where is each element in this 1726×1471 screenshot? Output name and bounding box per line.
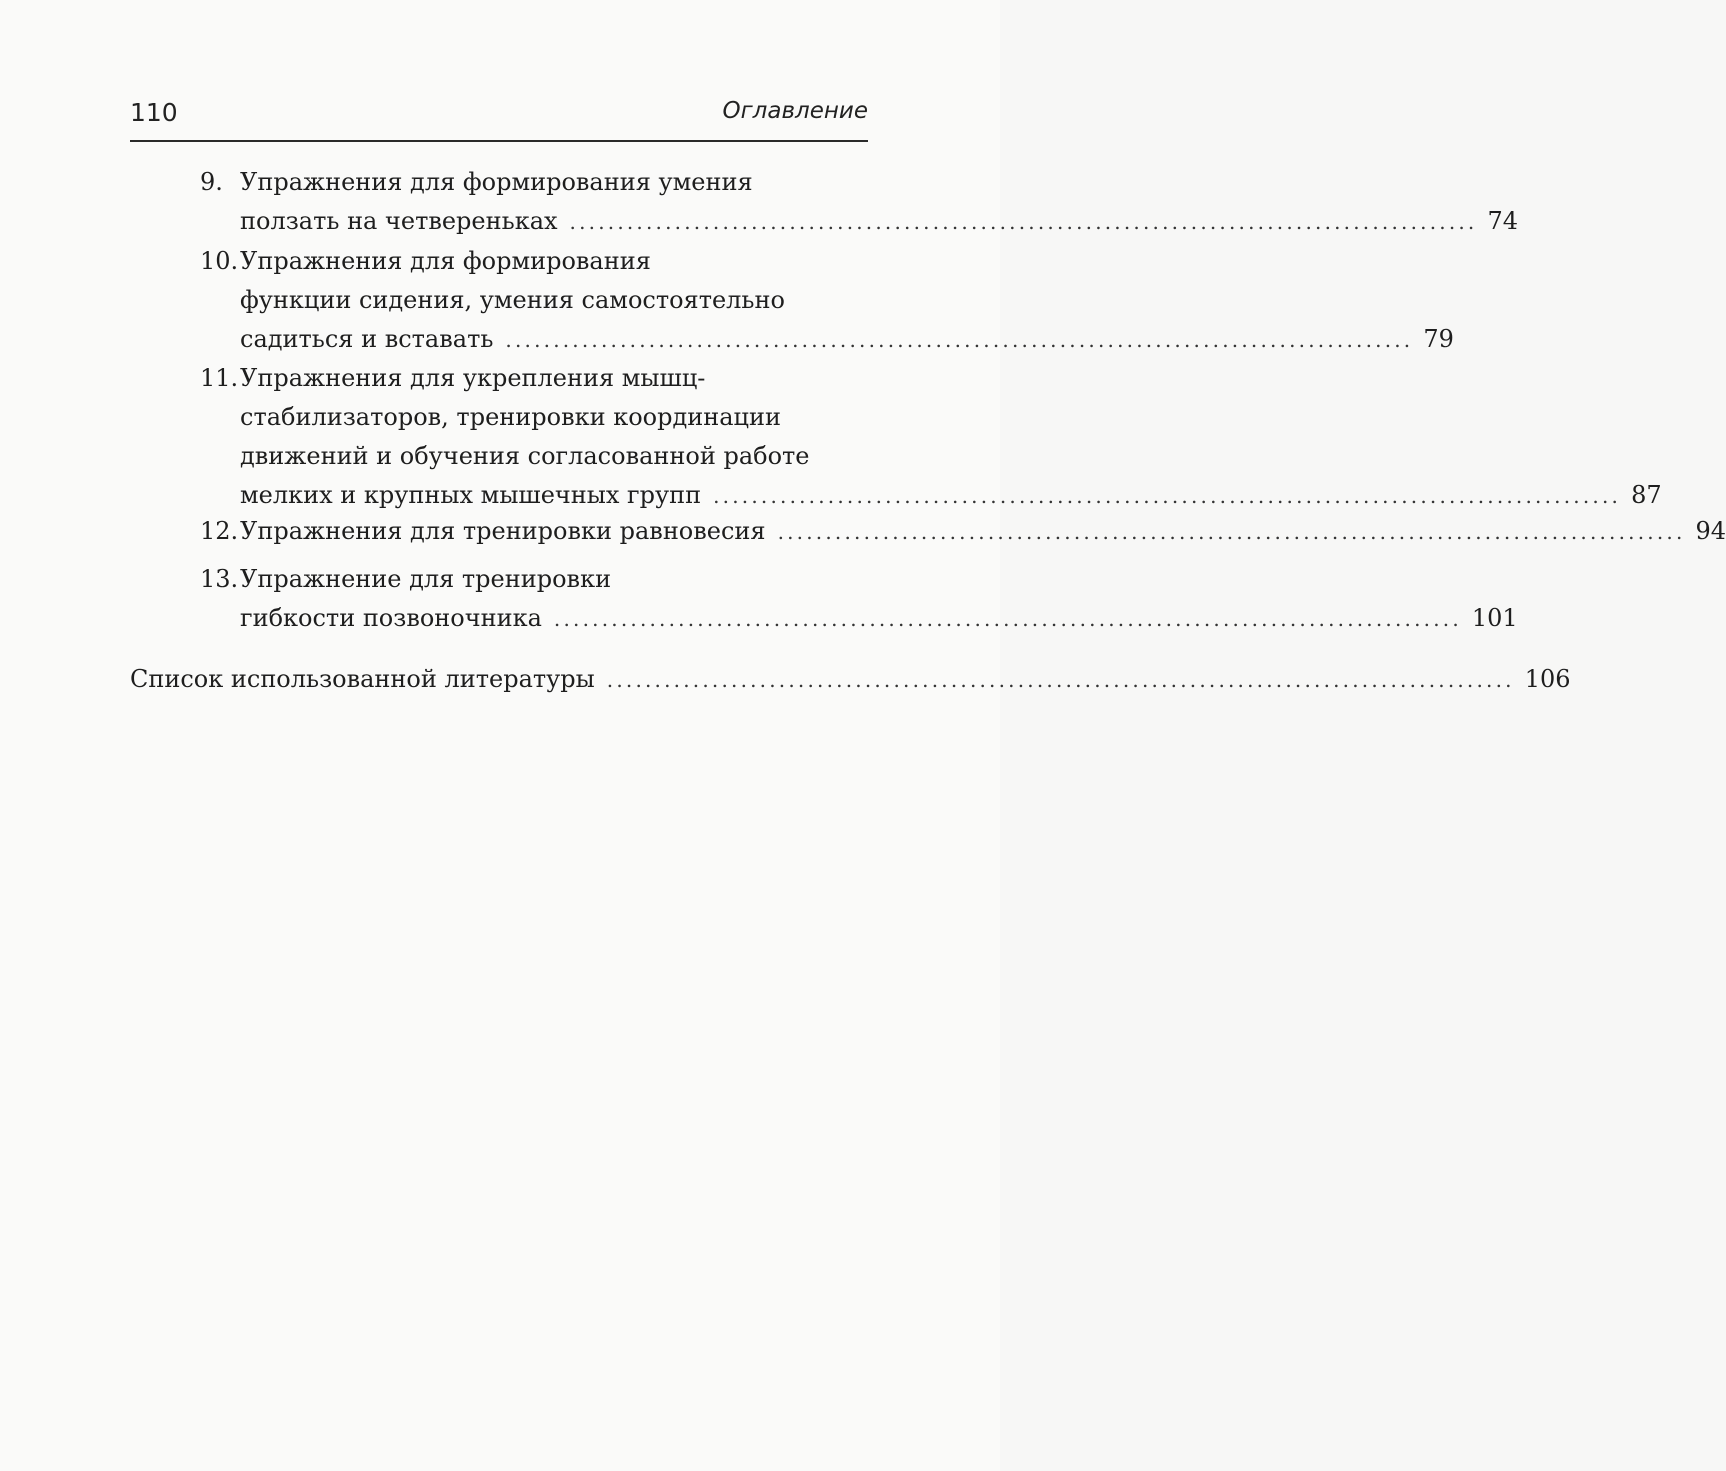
running-title: Оглавление: [722, 98, 868, 124]
entry-number: 13.: [200, 565, 239, 593]
dot-leader: ...............................................................................................: [569, 210, 1478, 234]
bibliography-title: Список использованной литературы: [130, 665, 595, 693]
entry-line: движений и обучения согласованной работе: [240, 442, 810, 470]
entry-line: Упражнения для укрепления мышц-: [240, 364, 706, 392]
bibliography-page-number: 106: [1524, 665, 1571, 693]
toc-entry-11[interactable]: [200, 359, 1662, 519]
dot-leader: ...............................................................................................: [606, 668, 1515, 692]
toc-entry-9[interactable]: [200, 163, 1519, 243]
page-number: 110: [130, 98, 178, 127]
entry-last-line: гибкости позвоночника: [240, 604, 542, 632]
toc-entry-12[interactable]: [200, 512, 1726, 552]
entry-page-number: 87: [1631, 481, 1662, 509]
entry-number: 12.: [200, 517, 239, 545]
entry-line: Упражнения для формирования: [240, 247, 651, 275]
entry-page-number: 79: [1423, 325, 1454, 353]
running-head: [130, 92, 868, 136]
entry-line: функции сидения, умения самостоятельно: [240, 286, 785, 314]
entry-last-line: садиться и вставать: [240, 325, 494, 353]
dot-leader: ...............................................................................................: [553, 607, 1462, 631]
entry-page-number: 101: [1471, 604, 1518, 632]
entry-number: 11.: [200, 364, 239, 392]
dot-leader: ...............................................................................................: [713, 484, 1622, 508]
entry-last-line: Упражнения для тренировки равновесия: [240, 517, 766, 545]
header-rule: [130, 140, 868, 142]
entry-last-line: ползать на четвереньках: [240, 207, 558, 235]
entry-page-number: 94: [1695, 517, 1726, 545]
entry-number: 9.: [200, 168, 223, 196]
toc-entry-bibliography[interactable]: [130, 660, 1571, 700]
entry-line: стабилизаторов, тренировки координации: [240, 403, 781, 431]
dot-leader: ...............................................................................................: [777, 520, 1686, 544]
entry-line: Упражнения для формирования умения: [240, 168, 753, 196]
entry-last-line: мелких и крупных мышечных групп: [240, 481, 702, 509]
toc-entry-10[interactable]: [200, 242, 1454, 362]
entry-number: 10.: [200, 247, 239, 275]
dot-leader: ...............................................................................................: [505, 328, 1414, 352]
entry-page-number: 74: [1487, 207, 1519, 235]
entry-line: Упражнение для тренировки: [240, 565, 612, 593]
toc-entry-13[interactable]: [200, 560, 1518, 640]
